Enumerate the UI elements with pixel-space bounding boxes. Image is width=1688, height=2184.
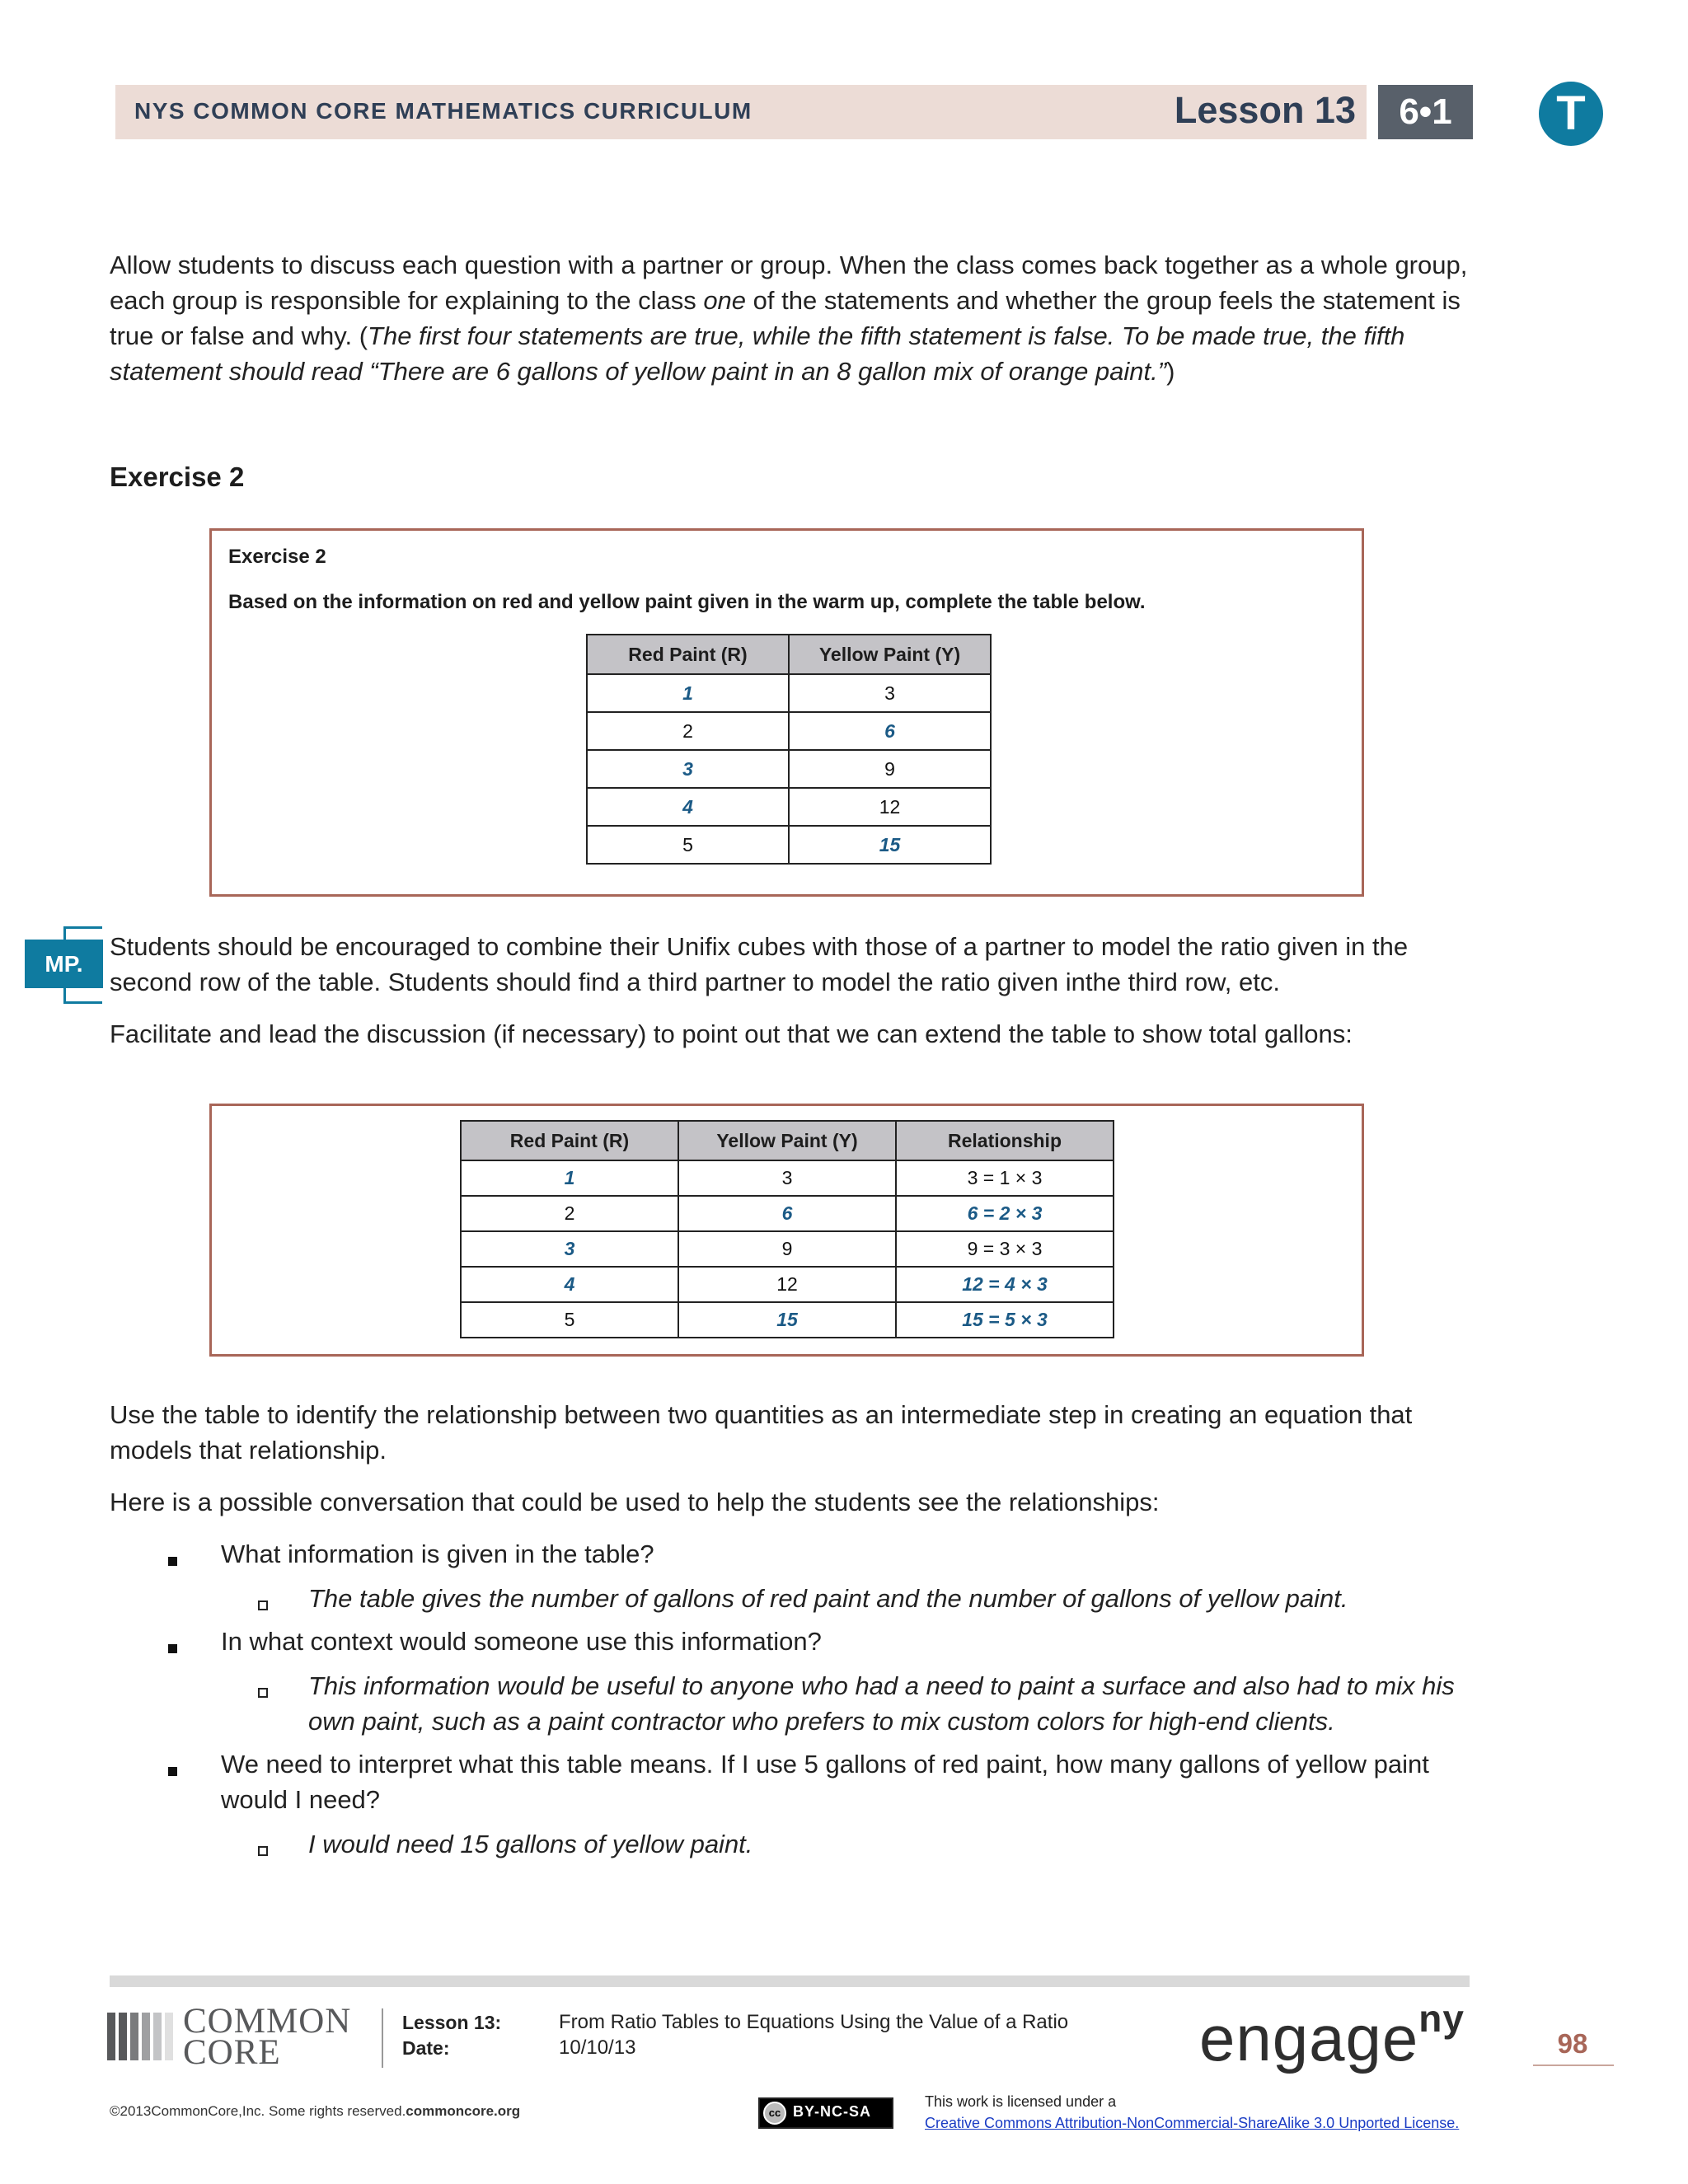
table-cell: 3 (461, 1231, 678, 1267)
footer-lesson-title: From Ratio Tables to Equations Using the Value of a Ratio (559, 2011, 1069, 2033)
header-yellow-paint: Yellow Paint (Y) (678, 1121, 896, 1160)
table-cell: 4 (587, 788, 789, 826)
footer-divider (382, 2008, 383, 2068)
copyright-notice: ©2013CommonCore,Inc. Some rights reserved.commoncore.org (110, 2103, 521, 2119)
cc-license-badge[interactable] (758, 2097, 893, 2129)
answer-1: The table gives the number of gallons of red paint and the number of gallons of yellow paint. (308, 1584, 1348, 1613)
sub-bullet-icon (258, 1601, 268, 1610)
table-cell: 2 (461, 1196, 678, 1231)
table-row (461, 1231, 1114, 1267)
table-cell: 12 (789, 788, 991, 826)
lesson-number: Lesson 13 (1174, 89, 1356, 131)
bullet-icon (168, 1644, 177, 1653)
table-row (461, 1302, 1114, 1338)
mp-tab: MP. (25, 940, 103, 988)
table-row (587, 712, 991, 750)
page-number: 98 (1557, 2028, 1588, 2059)
header-red-paint: Red Paint (R) (587, 635, 789, 674)
page-number-rule (1533, 2064, 1614, 2066)
table-cell: 15 (789, 826, 991, 864)
sub-bullet-icon (258, 1846, 268, 1856)
license-text: This work is licensed under a (925, 2093, 1117, 2110)
table-cell: 9 (678, 1231, 896, 1267)
table-row (461, 1196, 1114, 1231)
bullet-icon (168, 1557, 177, 1566)
footer-rule (110, 1975, 1470, 1987)
table-cell: 12 = 4 × 3 (896, 1267, 1114, 1302)
header-yellow-paint: Yellow Paint (Y) (789, 635, 991, 674)
license-link[interactable]: Creative Commons Attribution-NonCommercial-ShareAlike 3.0 Unported License. (925, 2115, 1460, 2131)
table-cell: 3 (678, 1160, 896, 1196)
table-cell: 1 (461, 1160, 678, 1196)
facilitate-paragraph: Facilitate and lead the discussion (if necessary) to point out that we can extend the table to show total gallons: (110, 1019, 1353, 1048)
table-row (461, 1160, 1114, 1196)
common-core-logo-icon (107, 2006, 173, 2064)
curriculum-title: NYS COMMON CORE MATHEMATICS CURRICULUM (134, 98, 753, 124)
use-table-paragraph: Use the table to identify the relationship between two quantities as an intermediate step in creating an equation that models that relationship. (110, 1400, 1413, 1465)
footer-date: 10/10/13 (559, 2036, 636, 2059)
answer-3: I would need 15 gallons of yellow paint. (308, 1830, 753, 1858)
table-cell: 6 (678, 1196, 896, 1231)
grade-module-badge: 6•1 (1378, 85, 1473, 139)
answer-2: This information would be useful to anyone who had a need to paint a surface and also had to mix his own paint, such as a paint contractor who prefers to mix custom colors for high-end clients. (308, 1671, 1455, 1736)
footer-lesson-label: Lesson 13: (402, 2012, 502, 2033)
engageny-logo: engage$^{ny}$ (1199, 1997, 1465, 2074)
paint-ratio-table (586, 634, 992, 865)
table-cell: 5 (461, 1302, 678, 1338)
question-2: In what context would someone use this information? (221, 1627, 822, 1656)
table-cell: 15 (678, 1302, 896, 1338)
creative-commons-icon: cc (763, 2102, 786, 2125)
question-3: We need to interpret what this table means. If I use 5 gallons of red paint, how many gallons of yellow paint would I need? (221, 1750, 1429, 1814)
table-row (461, 1267, 1114, 1302)
table-row (587, 826, 991, 864)
header-red-paint: Red Paint (R) (461, 1121, 678, 1160)
conversation-intro: Here is a possible conversation that could be used to help the students see the relationships: (110, 1488, 1160, 1516)
table-cell: 3 = 1 × 3 (896, 1160, 1114, 1196)
bullet-icon (168, 1767, 177, 1776)
table-cell: 15 = 5 × 3 (896, 1302, 1114, 1338)
relationship-table (460, 1120, 1114, 1338)
table-cell: 2 (587, 712, 789, 750)
table-cell: 6 = 2 × 3 (896, 1196, 1114, 1231)
header-relationship: Relationship (896, 1121, 1114, 1160)
table-cell: 12 (678, 1267, 896, 1302)
table-cell: 5 (587, 826, 789, 864)
answer-note: The first four statements are true, while the fifth statement is false. To be made true, the fifth statement should read “There are 6 gallons of yellow paint in an 8 gallon mix of orange paint.” (110, 321, 1405, 386)
question-1: What information is given in the table? (221, 1540, 654, 1568)
table-row (587, 750, 991, 788)
table-cell: 1 (587, 674, 789, 712)
table-row (587, 788, 991, 826)
exercise-heading: Exercise 2 (110, 462, 245, 492)
common-core-wordmark-line2: CORE (183, 2033, 281, 2072)
exercise-box-label: Exercise 2 (228, 546, 326, 568)
intro-paragraph: Allow students to discuss each question with a partner or group. When the class comes back together as a whole group, each group is responsible for explaining to the class one of the statements and whether the group feels the statement is true or false and why. (The first four statements are true, while the fifth statement is false. To be made true, the fifth statement should read “There are 6 gallons of yellow paint in an 8 gallon mix of orange paint.”) (110, 251, 1468, 386)
unifix-paragraph: Students should be encouraged to combine their Unifix cubes with those of a partner to model the ratio given in the second row of the table. Students should find a third partner to model the ratio given inthe third row, etc. (110, 932, 1409, 996)
common-core-wordmark-line1: COMMON (183, 2002, 352, 2041)
sub-bullet-icon (258, 1688, 268, 1698)
table-cell: 4 (461, 1267, 678, 1302)
table-cell: 3 (789, 674, 991, 712)
exercise-box-prompt: Based on the information on red and yellow paint given in the warm up, complete the table below. (228, 591, 1146, 613)
table-row (587, 674, 991, 712)
emphasis-one: one (703, 286, 747, 315)
table-cell: 3 (587, 750, 789, 788)
cc-badge-label: BY-NC-SA (793, 2103, 872, 2120)
teacher-badge-icon: T (1539, 82, 1603, 146)
table-cell: 9 = 3 × 3 (896, 1231, 1114, 1267)
table-cell: 9 (789, 750, 991, 788)
table-cell: 6 (789, 712, 991, 750)
footer-date-label: Date: (402, 2037, 450, 2059)
